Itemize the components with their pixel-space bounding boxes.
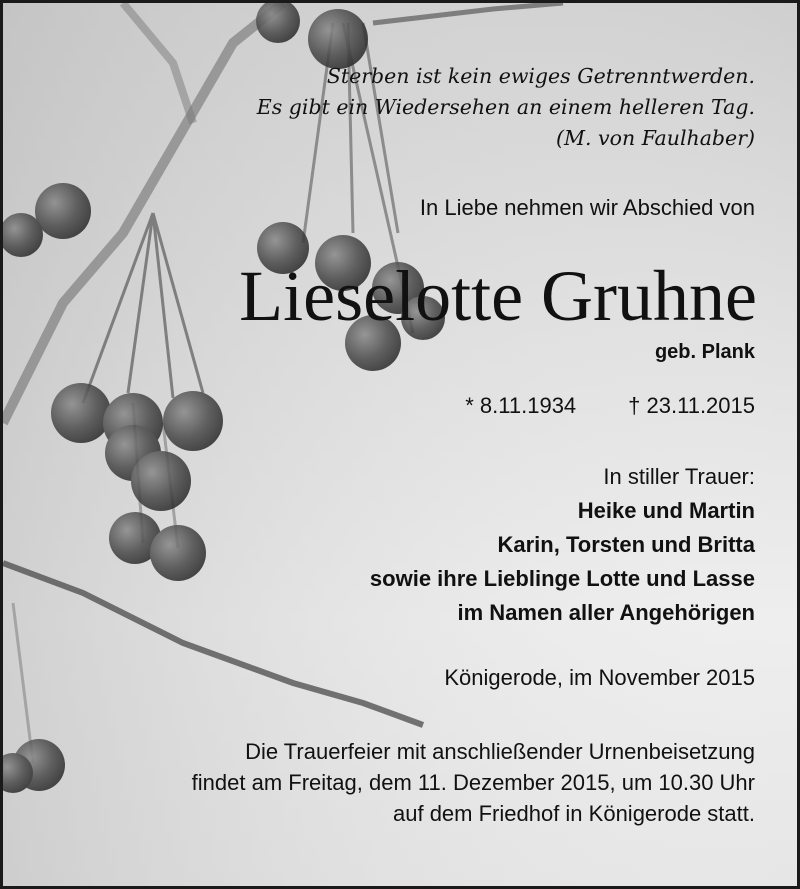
mourners-heading: In stiller Trauer:: [603, 464, 755, 489]
funeral-line: Die Trauerfeier mit anschließender Urnenbeisetzung: [245, 739, 755, 764]
mourner-line: im Namen aller Angehörigen: [457, 600, 755, 625]
death-date: † 23.11.2015: [628, 393, 755, 418]
quote-line: Sterben ist kein ewiges Getrenntwerden.: [326, 64, 755, 88]
mourner-line: sowie ihre Lieblinge Lotte und Lasse: [369, 566, 755, 591]
mourner-line: Heike und Martin: [577, 498, 755, 523]
birth-name: geb. Plank: [654, 341, 755, 363]
funeral-line: auf dem Friedhof in Königerode statt.: [393, 801, 755, 826]
mourner-line: Karin, Torsten und Britta: [497, 532, 755, 557]
intro-text: In Liebe nehmen wir Abschied von: [419, 195, 755, 220]
quote-author: (M. von Faulhaber): [556, 126, 755, 150]
funeral-notice: [192, 736, 755, 829]
life-dates: [465, 393, 755, 419]
funeral-line: findet am Freitag, dem 11. Dezember 2015, um 10.30 Uhr: [191, 770, 755, 795]
birth-date: * 8.11.1934: [465, 393, 577, 418]
quote-block: [257, 61, 755, 154]
deceased-name: Lieselotte Gruhne: [239, 256, 757, 336]
place-date: Königerode, im November 2015: [444, 665, 755, 690]
mourners-block: [370, 460, 755, 630]
quote-line: Es gibt ein Wiedersehen an einem helleren Tag.: [256, 95, 755, 119]
